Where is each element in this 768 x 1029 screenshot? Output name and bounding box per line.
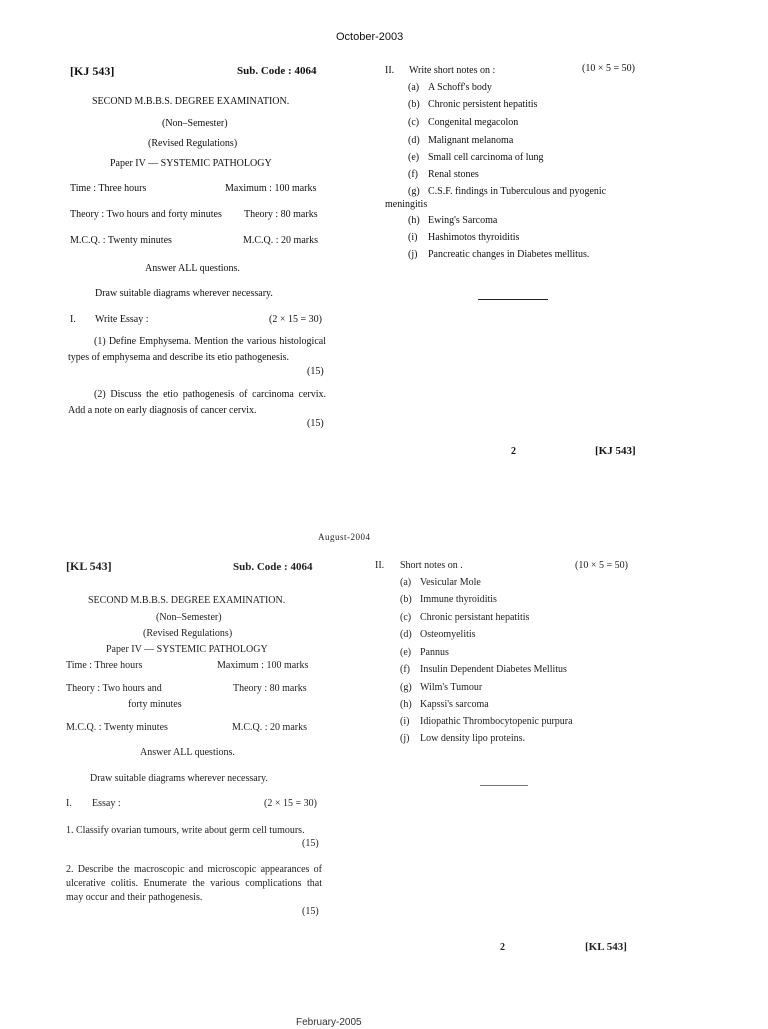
item-text: A Schoff's body [428, 82, 492, 93]
item-text: Congenital megacolon [428, 117, 519, 128]
list-item [400, 612, 529, 624]
item-label: (a) [400, 577, 412, 588]
sub-code: Sub. Code : 4064 [233, 561, 313, 573]
list-item [400, 647, 449, 659]
section-1-marks: (2 × 15 = 30) [264, 798, 317, 809]
section-2-number: II. [385, 65, 395, 76]
essay-question-1: (1) Define Emphysema. Mention the various histological types of emphysema and describe its etio pathogenesis. [68, 336, 326, 363]
footer-code: [KL 543] [585, 941, 627, 953]
item-label: (f) [400, 664, 410, 675]
section-2-title: Write short notes on : [409, 65, 496, 76]
item-text: C.S.F. findings in Tuberculous and pyogenic [428, 186, 607, 197]
exam-date: October-2003 [336, 31, 404, 43]
item-label: (i) [400, 716, 410, 727]
item-label: (i) [408, 232, 418, 243]
section-2-marks: (10 × 5 = 50) [582, 63, 635, 74]
section-2-number: II. [375, 560, 385, 571]
page-number: 2 [500, 942, 505, 953]
list-item [408, 82, 492, 94]
item-text: Insulin Dependent Diabetes Mellitus [420, 664, 567, 675]
essay-2-marks: (15) [302, 906, 319, 917]
item-text: Small cell carcinoma of lung [428, 152, 544, 163]
list-item [408, 249, 589, 261]
theory-marks: Theory : 80 marks [244, 209, 318, 220]
mcq-marks: M.C.Q. : 20 marks [232, 722, 307, 733]
max-marks: Maximum : 100 marks [217, 660, 309, 671]
list-item [408, 215, 497, 227]
section-1-title: Essay : [92, 798, 121, 809]
essay-2-marks: (15) [307, 418, 324, 429]
draw-diagrams: Draw suitable diagrams wherever necessary. [95, 288, 273, 299]
essay-question-2: 2. Describe the macroscopic and microscopic appearances of ulcerative colitis. Enumerate the various complications that may occur and their pathogenesis. [66, 864, 322, 903]
theory-label: Theory : Two hours and forty minutes [70, 209, 222, 220]
next-exam-date: February-2005 [296, 1017, 362, 1028]
item-text: Pannus [420, 647, 449, 658]
draw-diagrams: Draw suitable diagrams wherever necessary. [90, 773, 268, 784]
item-label: (b) [400, 594, 412, 605]
section-2-marks: (10 × 5 = 50) [575, 560, 628, 571]
item-label: (e) [408, 152, 420, 163]
theory-marks: Theory : 80 marks [233, 683, 307, 694]
paper-title: Paper IV — SYSTEMIC PATHOLOGY [106, 644, 268, 655]
item-text: Vesicular Mole [420, 577, 481, 588]
regulations: (Revised Regulations) [148, 138, 238, 149]
item-text: Osteomyelitis [420, 629, 476, 640]
list-item [400, 577, 481, 589]
item-text: Chronic persistant hepatitis [420, 612, 530, 623]
section-2-title: Short notes on . [400, 560, 463, 571]
list-item [408, 135, 513, 147]
item-text: Malignant melanoma [428, 135, 514, 146]
item-label: (d) [400, 629, 412, 640]
max-marks: Maximum : 100 marks [225, 183, 317, 194]
semester: (Non–Semester) [162, 118, 228, 129]
list-item [400, 664, 567, 676]
item-label: (j) [408, 249, 418, 260]
section-1-number: I. [66, 798, 72, 809]
essay-1-marks: (15) [302, 838, 319, 849]
item-text: Low density lipo proteins. [420, 733, 525, 744]
list-item [408, 117, 518, 129]
item-label: (c) [408, 117, 420, 128]
semester: (Non–Semester) [156, 612, 222, 623]
list-item [400, 733, 525, 745]
paper-title: Paper IV — SYSTEMIC PATHOLOGY [110, 158, 272, 169]
item-label: (a) [408, 82, 420, 93]
degree-title: SECOND M.B.B.S. DEGREE EXAMINATION. [88, 595, 286, 606]
answer-all: Answer ALL questions. [145, 263, 240, 274]
sub-code: Sub. Code : 4064 [237, 65, 317, 77]
essay-question-2: (2) Discuss the etio pathogenesis of carcinoma cervix. Add a note on early diagnosis of cancer cervix. [68, 389, 326, 416]
regulations: (Revised Regulations) [143, 628, 233, 639]
footer-code: [KJ 543] [595, 445, 636, 457]
item-text: Hashimotos thyroiditis [428, 232, 520, 243]
item-label: (d) [408, 135, 420, 146]
section-1-title: Write Essay : [95, 314, 149, 325]
page-number: 2 [511, 446, 516, 457]
theory-label: Theory : Two hours and [66, 683, 162, 694]
theory-label-cont: forty minutes [128, 699, 182, 710]
item-text: Kapssi's sarcoma [420, 699, 489, 710]
time-label: Time : Three hours [66, 660, 143, 671]
list-item [400, 699, 489, 711]
list-item [400, 594, 497, 606]
list-item [400, 716, 573, 728]
item-label: (g) [408, 186, 420, 197]
degree-title: SECOND M.B.B.S. DEGREE EXAMINATION. [92, 96, 290, 107]
mcq-label: M.C.Q. : Twenty minutes [70, 235, 172, 246]
end-rule [480, 785, 528, 786]
list-item [400, 682, 482, 694]
item-label: (h) [400, 699, 412, 710]
item-text: Chronic persistent hepatitis [428, 99, 538, 110]
essay-1-marks: (15) [307, 366, 324, 377]
item-text: Ewing's Sarcoma [428, 215, 498, 226]
mcq-marks: M.C.Q. : 20 marks [243, 235, 318, 246]
time-label: Time : Three hours [70, 183, 147, 194]
item-text: Immune thyroiditis [420, 594, 497, 605]
list-item [408, 186, 606, 198]
section-1-number: I. [70, 314, 76, 325]
list-item [408, 232, 519, 244]
section-1-marks: (2 × 15 = 30) [269, 314, 322, 325]
item-label: (e) [400, 647, 412, 658]
list-item [400, 629, 476, 641]
item-text: Pancreatic changes in Diabetes mellitus. [428, 249, 590, 260]
item-label: (h) [408, 215, 420, 226]
essay-question-1: 1. Classify ovarian tumours, write about germ cell tumours. [66, 825, 305, 836]
item-label: (f) [408, 169, 418, 180]
end-rule [478, 299, 548, 300]
list-item [408, 169, 479, 181]
item-label: (c) [400, 612, 412, 623]
item-text-continuation: meningitis [385, 199, 428, 210]
item-label: (j) [400, 733, 410, 744]
paper-code: [KL 543] [66, 559, 112, 573]
item-text: Idiopathic Thrombocytopenic purpura [420, 716, 573, 727]
item-label: (g) [400, 682, 412, 693]
exam-date: August-2004 [318, 532, 371, 542]
list-item [408, 152, 544, 164]
item-text: Renal stones [428, 169, 479, 180]
item-text: Wilm's Tumour [420, 682, 483, 693]
paper-code: [KJ 543] [70, 64, 115, 78]
list-item [408, 99, 537, 111]
answer-all: Answer ALL questions. [140, 747, 235, 758]
item-label: (b) [408, 99, 420, 110]
mcq-label: M.C.Q. : Twenty minutes [66, 722, 168, 733]
